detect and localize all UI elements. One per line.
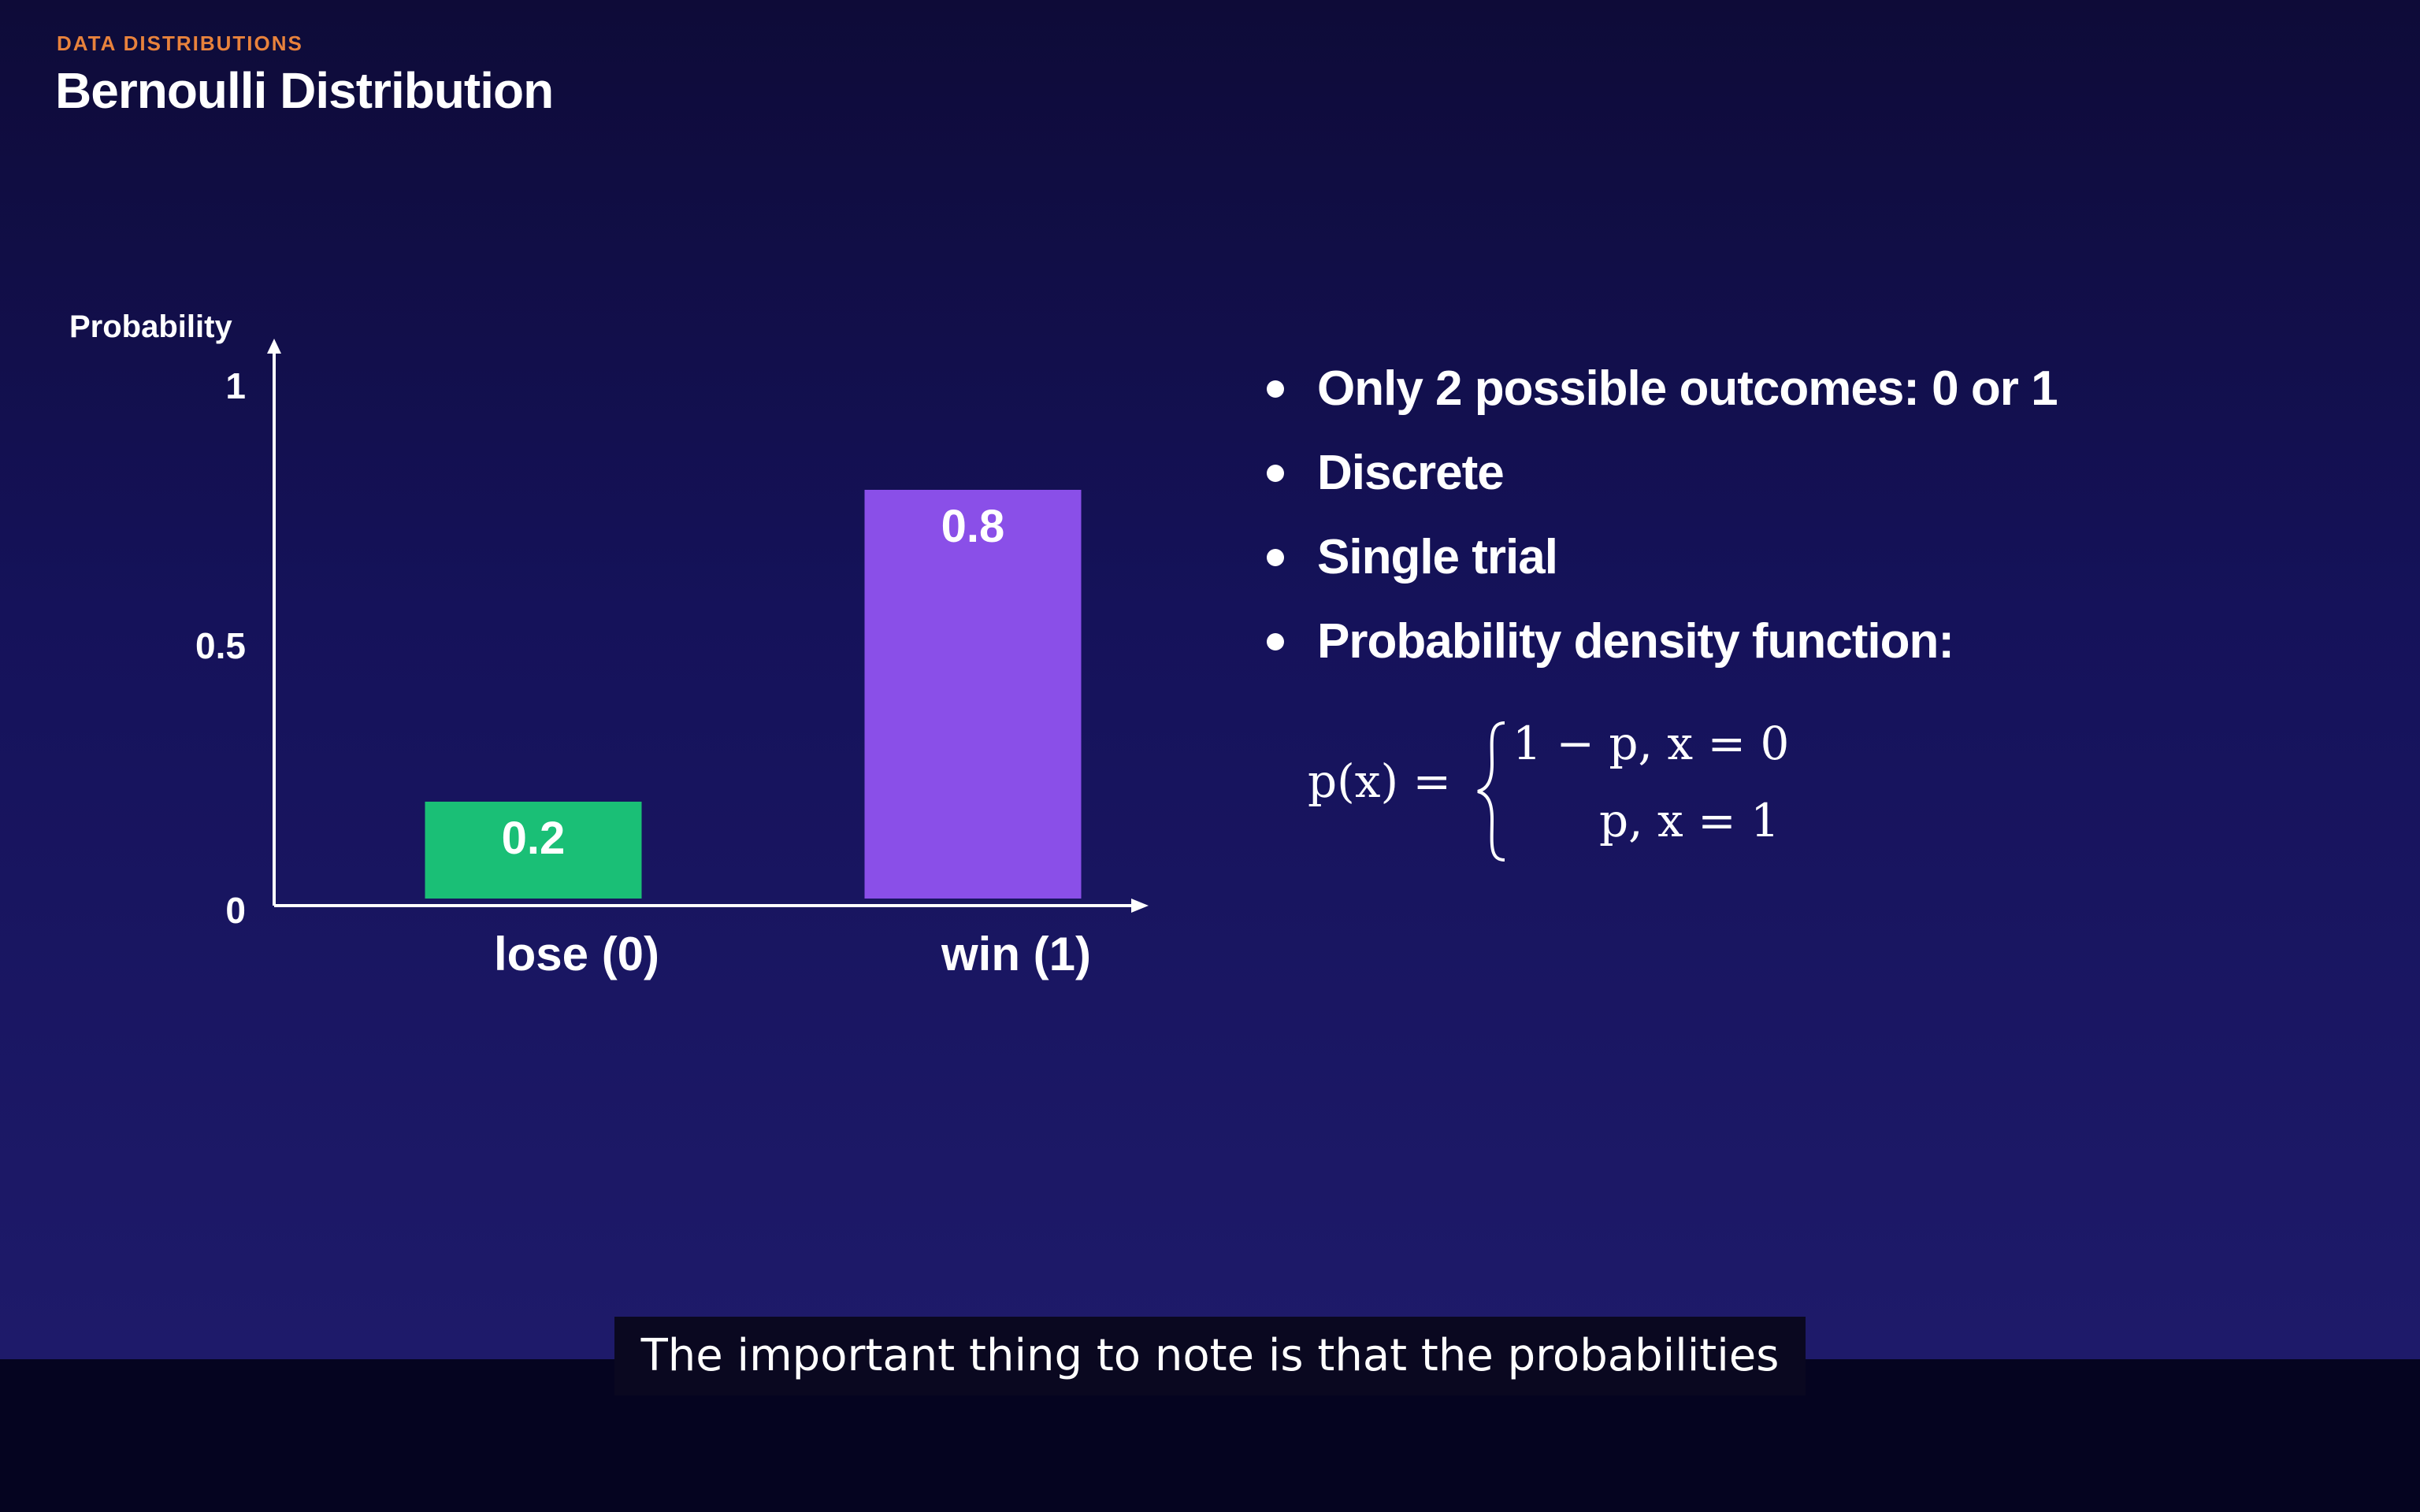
bullet-item: Only 2 possible outcomes: 0 or 1 [1260, 346, 2058, 431]
slide-title: Bernoulli Distribution [55, 62, 554, 119]
formula-case-1: p, x = 1 [1599, 794, 1780, 847]
y-tick-label: 0.5 [195, 625, 246, 666]
bullet-dot-icon [1267, 549, 1284, 566]
bullet-dot-icon [1267, 633, 1284, 650]
y-tick-label: 0 [225, 890, 246, 931]
x-category-label: lose (0) [493, 928, 660, 980]
formula-case-0: 1 − p, x = 0 [1512, 717, 1790, 770]
bullet-item: Probability density function: [1260, 599, 2058, 684]
bar-value-label: 0.2 [501, 813, 566, 864]
bullet-list [1260, 346, 2058, 684]
x-axis-arrow-icon [1131, 899, 1149, 913]
bar-value-label: 0.8 [941, 501, 1005, 552]
section-label: DATA DISTRIBUTIONS [57, 32, 303, 55]
bullet-dot-icon [1267, 465, 1284, 482]
x-category-label: win (1) [941, 928, 1091, 980]
y-axis-arrow-icon [267, 339, 281, 354]
y-axis-title: Probability [69, 309, 232, 344]
y-tick-label: 1 [225, 365, 246, 406]
left-brace-icon [1473, 717, 1512, 866]
bar-chart [0, 0, 1182, 1024]
video-subtitle: The important thing to note is that the probabilities [614, 1317, 1806, 1395]
formula-lhs: p(x) = [1308, 754, 1452, 808]
bullet-item: Discrete [1260, 431, 2058, 515]
bullet-dot-icon [1267, 380, 1284, 398]
bullet-item: Single trial [1260, 515, 2058, 599]
